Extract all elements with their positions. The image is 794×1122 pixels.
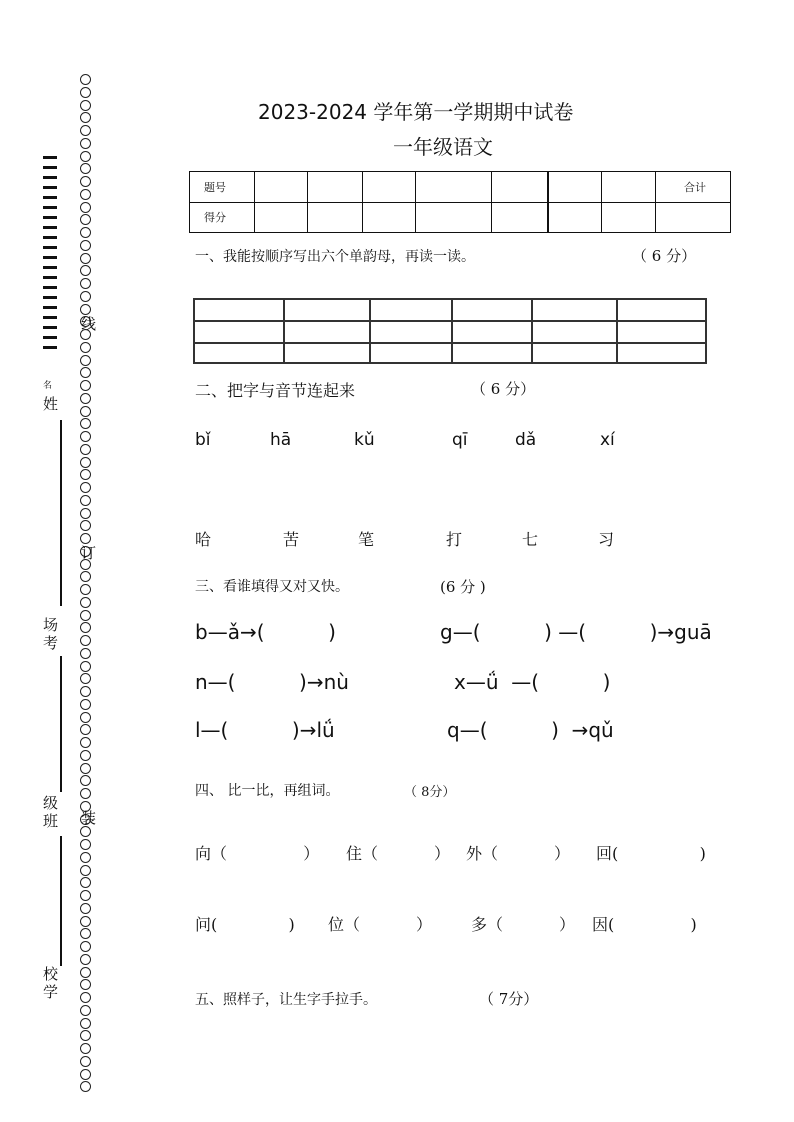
fill-item-2[interactable]: g—( ) —( )→guā (440, 620, 712, 644)
binding-circle (80, 533, 91, 544)
binding-dash (43, 206, 57, 209)
score-cell[interactable] (255, 172, 308, 203)
binding-dash (43, 346, 57, 349)
pinyin-item[interactable]: xí (600, 430, 615, 450)
exam-room-write-line (60, 656, 62, 792)
binding-circle (80, 661, 91, 672)
binding-dash (43, 166, 57, 169)
binding-circle (80, 890, 91, 901)
binding-dash (43, 196, 57, 199)
binding-circle (80, 648, 91, 659)
class-write-line (60, 836, 62, 966)
binding-circle (80, 903, 91, 914)
section5-points: （ 7分） (479, 990, 539, 1008)
binding-circle (80, 189, 91, 200)
pinyin-writing-grid[interactable] (193, 298, 707, 364)
binding-label-xue: 学 (43, 983, 59, 1001)
binding-circle (80, 635, 91, 646)
binding-dash (43, 186, 57, 189)
binding-circle (80, 941, 91, 952)
score-table-label-total: 合计 (656, 172, 731, 203)
binding-label-xing: 姓 (43, 395, 59, 413)
binding-label-ming: 名 (43, 381, 53, 391)
binding-circle (80, 1018, 91, 1029)
binding-circle (80, 1005, 91, 1016)
pinyin-item[interactable]: bǐ (195, 430, 211, 450)
hanzi-item[interactable]: 七 (522, 530, 539, 549)
binding-circle (80, 469, 91, 480)
binding-circle (80, 495, 91, 506)
exam-subtitle: 一年级语文 (393, 135, 493, 159)
binding-dash (43, 266, 57, 269)
binding-circle (80, 482, 91, 493)
compare-item[interactable]: 住（ ） (346, 844, 450, 863)
binding-dash (43, 236, 57, 239)
binding-circle (80, 1069, 91, 1080)
binding-dash (43, 226, 57, 229)
binding-circle (80, 686, 91, 697)
binding-circle (80, 520, 91, 531)
score-table (189, 171, 731, 233)
binding-circle (80, 826, 91, 837)
binding-circle (80, 87, 91, 98)
binding-circle (80, 571, 91, 582)
score-table-label-tihao: 题号 (190, 172, 255, 203)
exam-title: 2023-2024 学年第一学期期中试卷 (258, 100, 574, 124)
section1-points: （ 6 分） (632, 247, 697, 265)
binding-dash (43, 306, 57, 309)
score-cell[interactable] (363, 202, 416, 233)
binding-label-ban: 班 (43, 812, 59, 830)
compare-item[interactable]: 多（ ） (471, 915, 575, 934)
section3-title: 三、看谁填得又对又快。 (195, 579, 349, 595)
score-cell[interactable] (492, 172, 549, 203)
binding-circle (80, 138, 91, 149)
binding-dash (43, 256, 57, 259)
fill-item-5[interactable]: l—( )→lǘ (195, 718, 335, 742)
fill-item-3[interactable]: n—( )→nù (195, 670, 349, 694)
binding-circle (80, 355, 91, 366)
binding-dash (43, 286, 57, 289)
binding-circle (80, 839, 91, 850)
score-cell[interactable] (416, 172, 492, 203)
compare-item[interactable]: 因( ) (592, 915, 697, 934)
fill-item-4[interactable]: x—ǘ —( ) (454, 670, 611, 694)
score-cell[interactable] (255, 202, 308, 233)
binding-circle (80, 1081, 91, 1092)
binding-circle (80, 610, 91, 621)
binding-label-chang: 场 (43, 616, 59, 634)
binding-circle (80, 597, 91, 608)
binding-circle (80, 992, 91, 1003)
binding-circle (80, 763, 91, 774)
binding-circle (80, 712, 91, 723)
binding-circle (80, 457, 91, 468)
score-cell[interactable] (492, 202, 549, 233)
binding-circle (80, 737, 91, 748)
binding-circle (80, 418, 91, 429)
section3-points: (6 分 ) (440, 578, 486, 596)
score-cell[interactable] (548, 172, 602, 203)
binding-circle (80, 393, 91, 404)
binding-circle (80, 342, 91, 353)
section1-title: 一、我能按顺序写出六个单韵母，再读一读。 (195, 249, 475, 265)
binding-circle (80, 100, 91, 111)
binding-circle (80, 227, 91, 238)
binding-circle (80, 406, 91, 417)
hanzi-item[interactable]: 习 (598, 530, 615, 549)
binding-dash (43, 316, 57, 319)
binding-dash (43, 216, 57, 219)
binding-circle (80, 750, 91, 761)
binding-label-xiao: 校 (43, 965, 59, 983)
binding-circle (80, 622, 91, 633)
binding-dash (43, 336, 57, 339)
fill-item-6[interactable]: q—( ) →qǔ (447, 718, 614, 742)
binding-circle (80, 367, 91, 378)
binding-circle (80, 431, 91, 442)
binding-circle (80, 584, 91, 595)
binding-circle (80, 916, 91, 927)
score-cell[interactable] (602, 172, 656, 203)
fill-item-1[interactable]: b—ǎ→( ) (195, 620, 336, 644)
compare-item[interactable]: 向（ ） (195, 844, 320, 863)
binding-label-kao: 考 (43, 634, 59, 652)
binding-dash (43, 276, 57, 279)
binding-circle (80, 865, 91, 876)
compare-item[interactable]: 外（ ） (466, 844, 570, 863)
section2-points: （ 6 分） (471, 380, 536, 398)
binding-circle (80, 724, 91, 735)
binding-circle (80, 202, 91, 213)
binding-circle-column (80, 74, 97, 1094)
section4-title: 四、 比一比，再组词。 (195, 783, 340, 799)
binding-circle (80, 380, 91, 391)
binding-circle (80, 928, 91, 939)
hanzi-item[interactable]: 笔 (358, 530, 375, 549)
binding-dash (43, 156, 57, 159)
binding-circle (80, 967, 91, 978)
score-cell[interactable] (308, 202, 363, 233)
binding-circle (80, 1043, 91, 1054)
score-cell[interactable] (363, 172, 416, 203)
binding-circle (80, 775, 91, 786)
score-table-label-defen: 得分 (190, 202, 255, 233)
binding-circle (80, 176, 91, 187)
pinyin-item[interactable]: hā (270, 430, 292, 450)
binding-circle (80, 673, 91, 684)
binding-circle (80, 240, 91, 251)
compare-item[interactable]: 位（ ） (328, 915, 432, 934)
section2-title: 二、把字与音节连起来 (195, 381, 356, 400)
compare-item[interactable]: 问( ) (195, 915, 295, 934)
binding-char-zhuang: 装 (81, 809, 97, 827)
binding-circle (80, 112, 91, 123)
binding-circle (80, 1056, 91, 1067)
binding-char-ding: 订 (81, 544, 97, 562)
hanzi-item[interactable]: 苦 (283, 530, 300, 549)
section4-points: （ 8分） (404, 785, 456, 800)
binding-circle (80, 508, 91, 519)
score-cell[interactable] (416, 202, 492, 233)
binding-circle (80, 699, 91, 710)
compare-item[interactable]: 回( ) (596, 844, 706, 863)
score-cell[interactable] (656, 202, 731, 233)
score-cell[interactable] (548, 202, 602, 233)
binding-dash (43, 296, 57, 299)
pinyin-item[interactable]: dǎ (515, 430, 537, 450)
binding-circle (80, 979, 91, 990)
binding-label-ji: 级 (43, 794, 59, 812)
binding-circle (80, 151, 91, 162)
binding-circle (80, 852, 91, 863)
binding-circle (80, 278, 91, 289)
pinyin-item[interactable]: kǔ (354, 430, 375, 450)
binding-circle (80, 265, 91, 276)
name-write-line (60, 420, 62, 606)
binding-circle (80, 291, 91, 302)
binding-circle (80, 954, 91, 965)
binding-circle (80, 788, 91, 799)
binding-dash (43, 246, 57, 249)
binding-circle (80, 444, 91, 455)
hanzi-item[interactable]: 哈 (195, 530, 212, 549)
binding-char-xian: 线 (81, 315, 97, 333)
binding-circle (80, 877, 91, 888)
section5-title: 五、照样子，让生字手拉手。 (195, 992, 377, 1008)
binding-circle (80, 125, 91, 136)
binding-circle (80, 163, 91, 174)
score-cell[interactable] (602, 202, 656, 233)
binding-circle (80, 214, 91, 225)
binding-circle (80, 1030, 91, 1041)
binding-dash-marks (43, 156, 57, 356)
score-cell[interactable] (308, 172, 363, 203)
binding-dash (43, 326, 57, 329)
pinyin-item[interactable]: qī (452, 430, 468, 450)
binding-circle (80, 253, 91, 264)
hanzi-item[interactable]: 打 (446, 530, 463, 549)
binding-dash (43, 176, 57, 179)
binding-circle (80, 304, 91, 315)
binding-circle (80, 74, 91, 85)
